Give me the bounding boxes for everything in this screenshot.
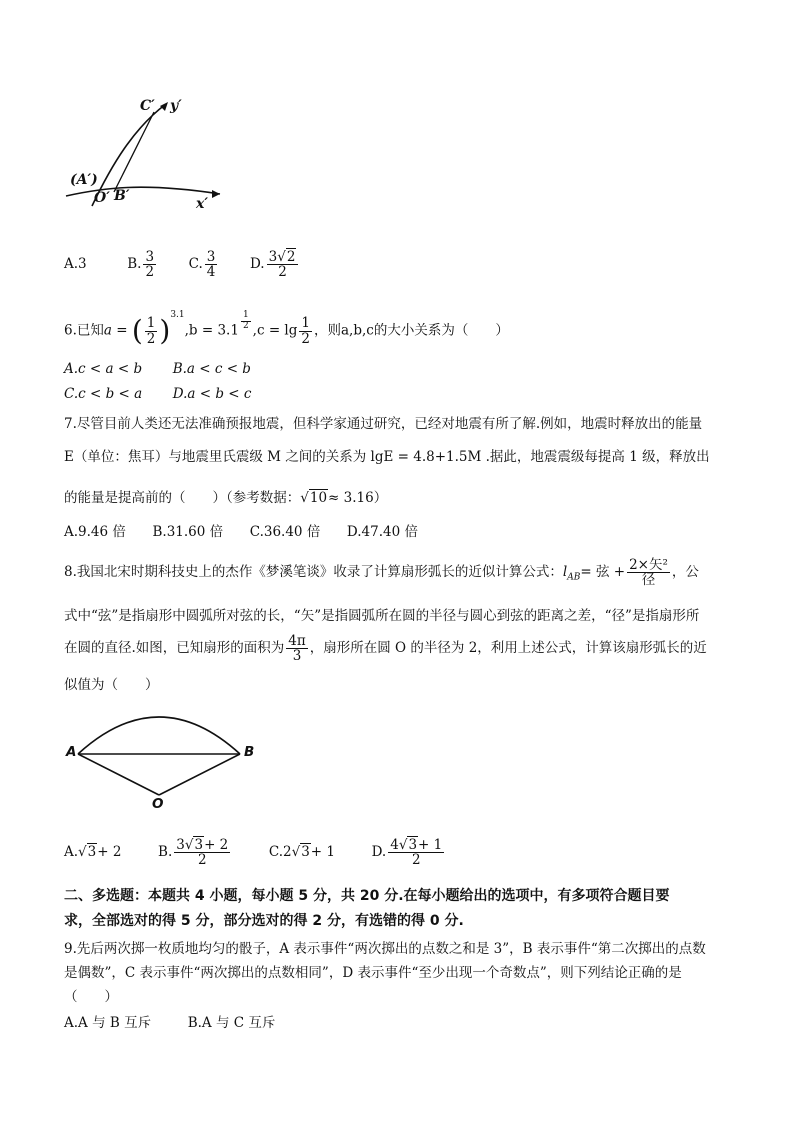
q8-option-b: B. $\frac{3√3+ 2}{2}$ [158, 836, 229, 868]
q6-option-b: B.a < c < b [172, 361, 251, 377]
label-a-prime: (A′) [70, 172, 98, 188]
q7-options [64, 520, 418, 540]
figure-axes [62, 92, 232, 212]
q7-line1: 7.尽管目前人类还无法准确预报地震，但科学家通过研究，已经对地震有所了解.例如，地震时释放出的能量 [64, 416, 703, 432]
q5-option-b: B. $\frac{3}{2}$ [127, 248, 155, 280]
figure-sector [64, 700, 264, 815]
q9-option-b: B.A 与 C 互斥 [187, 1015, 276, 1031]
q8-line2: 式中“弦”是指扇形中圆弧所对弦的长，“矢”是指圆弧所在圆的半径与圆心到弦的距离之差，“径”是指扇形所 [64, 608, 700, 624]
q6-option-d: D.a < b < c [172, 386, 252, 402]
q9-options [64, 1011, 275, 1031]
q5-options [64, 244, 300, 284]
q8-line4: 似值为（ ） [64, 677, 159, 693]
q6-option-a: A.c < a < b [64, 361, 143, 377]
sector-diagram [64, 700, 264, 815]
q6-options-row2 [64, 386, 251, 402]
q8-option-c: C.2√3+ 1 [268, 844, 335, 860]
label-c-prime: C′ [140, 98, 155, 114]
q5-option-d: D. $\frac{3√2}{2}$ [250, 256, 300, 272]
label-o: O [152, 796, 164, 812]
q7-option-b: B.31.60 倍 [152, 524, 224, 540]
q5-option-c: C. $\frac{3}{4}$ [188, 248, 216, 280]
label-b-prime: B′ [114, 188, 130, 204]
label-y-prime: y′ [170, 98, 182, 114]
q9-option-a: A.A 与 B 互斥 [64, 1015, 152, 1031]
q7-option-d: D.47.40 倍 [346, 524, 418, 540]
q8-options [64, 832, 446, 872]
q8-option-d: D. $\frac{4√3+ 1}{2}$ [371, 836, 443, 868]
q6-options-row1 [64, 361, 251, 377]
q8-line3: 在圆的直径.如图，已知扇形的面积为 $\frac{4\pi}{3}$ ，扇形所在圆 O 的半径为 2，利用上述公式，计算该扇形弧长的近 [64, 632, 707, 664]
q9-line1: 9.先后两次掷一枚质地均匀的骰子，A 表示事件“两次掷出的点数之和是 3”，B 表示事件“第二次掷出的点数 [64, 941, 706, 957]
q7-line3: 的能量是提高前的（ ）（参考数据：√10≈ 3.16） [64, 490, 388, 506]
q8-option-a: A.√3+ 2 [64, 844, 122, 860]
label-x-prime: x′ [196, 196, 209, 212]
q8-line1: 8.我国北宋时期科技史上的杰作《梦溪笔谈》收录了计算扇形弧长的近似计算公式：$l_{AB}=$ 弦 + $\frac{\text{2×矢²}}{\text{径}}$ ，公 [64, 556, 699, 588]
q7-option-a: A.9.46 倍 [64, 524, 126, 540]
q6-stem: 6.已知a = ( $\frac{1}{2}$ )$^{3.1}$,b = 3.1 $^{\frac{1}{2}}$ ,c = lg $\frac{1}{2}$ ，则a,b,c的大小关系为（ ） [64, 310, 509, 347]
q6-option-c: C.c < b < a [64, 386, 143, 402]
q5-option-a: A.3 [64, 256, 87, 272]
label-b: B [244, 744, 255, 760]
q9-line3: （ ） [64, 989, 118, 1005]
q9-line2: 是偶数”，C 表示事件“两次掷出的点数相同”，D 表示事件“至少出现一个奇数点”，则下列结论正确的是 [64, 965, 682, 981]
q7-line2: E（单位：焦耳）与地震里氏震级 M 之间的关系为 lgE = 4.8+1.5M .据此，地震震级每提高 1 级，释放出 [64, 449, 710, 465]
label-a: A [66, 744, 77, 760]
label-o-prime: O′ [94, 190, 110, 206]
section2-heading-line2: 求，全部选对的得 5 分，部分选对的得 2 分，有选错的得 0 分. [64, 913, 464, 929]
section2-heading-line1: 二、多选题：本题共 4 小题，每小题 5 分，共 20 分.在每小题给出的选项中，有多项符合题目要 [64, 888, 670, 904]
q7-option-c: C.36.40 倍 [249, 524, 321, 540]
